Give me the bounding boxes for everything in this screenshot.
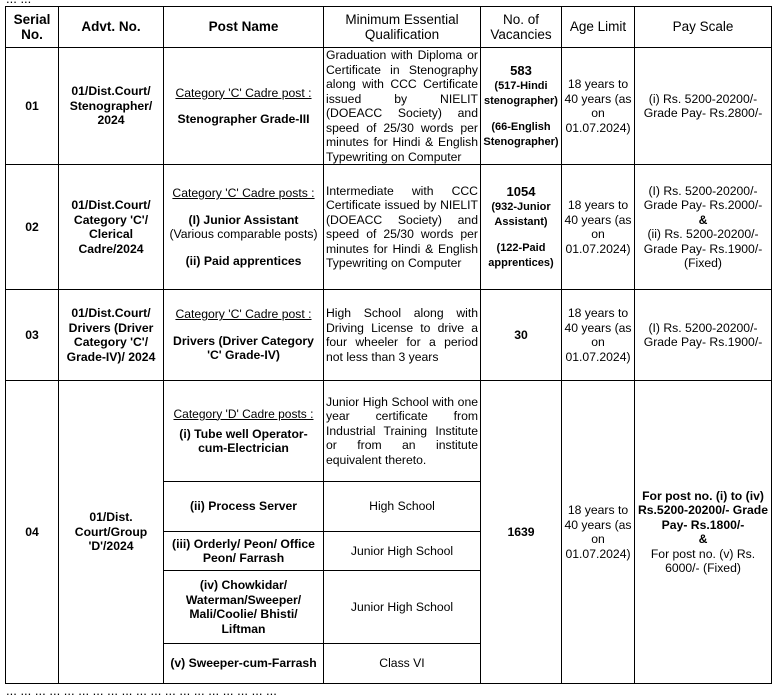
post-name: (i) Tube well Operator-cum-Electrician (179, 426, 308, 455)
pay-separator: & (698, 532, 708, 546)
pay-line: (ii) Rs. 5200-20200/- Grade Pay- Rs.1900/- (Fixed) (643, 227, 763, 270)
table-row (6, 381, 772, 482)
post-cell (164, 48, 324, 165)
qualification-cell: High School (324, 482, 481, 532)
advt-cell: 01/Dist. Court/Group 'D'/2024 (59, 381, 164, 684)
vacancies-cell (481, 165, 562, 290)
vacancy-breakdown: (517-Hindi stenographer) (484, 80, 558, 107)
age-cell: 18 years to 40 years (as on 01.07.2024) (562, 48, 635, 165)
post-name: (I) Junior Assistant (188, 212, 299, 227)
col-header-qualification: Minimum Essential Qualification (324, 7, 481, 48)
vacancy-total: 1054 (506, 184, 536, 199)
vacancy-breakdown: (122-Paid apprentices) (488, 242, 554, 269)
pay-line: (I) Rs. 5200-20200/- Grade Pay- Rs.2000/- (643, 183, 763, 212)
post-cell: (ii) Process Server (164, 482, 324, 532)
bottom-text-fragment: ... ... ... ... ... ... ... ... ... ... ... ... ... ... ... ... ... ... ... (6, 683, 277, 698)
vacancy-breakdown: (932-Junior Assistant) (491, 201, 551, 228)
post-cell: (iv) Chowkidar/ Waterman/Sweeper/ Mali/Coolie/ Bhisti/ Liftman (164, 571, 324, 644)
table-row (6, 48, 772, 165)
col-header-advt: Advt. No. (59, 7, 164, 48)
col-header-age: Age Limit (562, 7, 635, 48)
serial-cell: 04 (6, 381, 59, 684)
vacancy-table (5, 6, 772, 684)
col-header-post: Post Name (164, 7, 324, 48)
post-name: (ii) Paid apprentices (185, 253, 302, 268)
qualification-cell: Junior High School (324, 532, 481, 571)
vacancies-cell: 30 (481, 290, 562, 381)
qualification-cell: High School along with Driving License to drive a four wheeler for a period not less than 3 years (324, 290, 481, 381)
qualification-cell: Class VI (324, 644, 481, 684)
cadre-label: Category 'C' Cadre post : (175, 85, 312, 100)
post-name: Stenographer Grade-III (177, 112, 310, 126)
vacancies-cell (481, 48, 562, 165)
pay-cell: (I) Rs. 5200-20200/- Grade Pay- Rs.1900/- (635, 290, 772, 381)
qualification-cell: Graduation with Diploma or Certificate in Stenography along with CCC Certificate issued by NIELIT (DOEACC Society) and speed of 25/30 words per minutes for Hindi & English Typewriting on Computer (324, 48, 481, 165)
advt-cell: 01/Dist.Court/ Category 'C'/ Clerical Cadre/2024 (59, 165, 164, 290)
cadre-label: Category 'C' Cadre post : (175, 307, 312, 322)
serial-cell: 03 (6, 290, 59, 381)
post-cell: (v) Sweeper-cum-Farrash (164, 644, 324, 684)
vacancy-total: 583 (510, 63, 532, 78)
vacancy-breakdown: (66-English Stenographer) (483, 121, 559, 148)
pay-cell (635, 381, 772, 684)
col-header-serial: Serial No. (6, 7, 59, 48)
pay-line: For post no. (i) to (iv) Rs.5200-20200/- Grade Pay- Rs.1800/- (637, 488, 769, 532)
qualification-cell: Junior High School with one year certificate from Industrial Training Institute or from an institute equivalent thereto. (324, 381, 481, 482)
post-cell (164, 381, 324, 482)
table-row (6, 290, 772, 381)
header-row (6, 7, 772, 48)
post-cell (164, 165, 324, 290)
advt-cell: 01/Dist.Court/ Stenographer/ 2024 (59, 48, 164, 165)
col-header-vacancies: No. of Vacancies (481, 7, 562, 48)
qualification-cell: Intermediate with CCC Certificate issued by NIELIT (DOEACC Society) and speed of 25/30 words per minutes for Hindi & English Typewriting on Computer (324, 165, 481, 290)
post-cell (164, 290, 324, 381)
advt-cell: 01/Dist.Court/ Drivers (Driver Category 'C'/ Grade-IV)/ 2024 (59, 290, 164, 381)
col-header-pay: Pay Scale (635, 7, 772, 48)
post-name: Drivers (Driver Category 'C' Grade-IV) (173, 333, 314, 363)
pay-separator: & (698, 212, 708, 227)
serial-cell: 01 (6, 48, 59, 165)
cadre-label: Category 'C' Cadre posts : (172, 186, 315, 200)
age-cell: 18 years to 40 years (as on 01.07.2024) (562, 381, 635, 684)
post-note: (Various comparable posts) (169, 227, 318, 241)
serial-cell: 02 (6, 165, 59, 290)
pay-cell: (i) Rs. 5200-20200/- Grade Pay- Rs.2800/- (635, 48, 772, 165)
pay-cell (635, 165, 772, 290)
table-row (6, 165, 772, 290)
age-cell: 18 years to 40 years (as on 01.07.2024) (562, 290, 635, 381)
cadre-label: Category 'D' Cadre posts : (173, 406, 314, 421)
post-cell: (iii) Orderly/ Peon/ Office Peon/ Farrash (164, 532, 324, 571)
pay-line: For post no. (v) Rs. 6000/- (Fixed) (650, 546, 756, 575)
qualification-cell: Junior High School (324, 571, 481, 644)
vacancies-cell: 1639 (481, 381, 562, 684)
age-cell: 18 years to 40 years (as on 01.07.2024) (562, 165, 635, 290)
